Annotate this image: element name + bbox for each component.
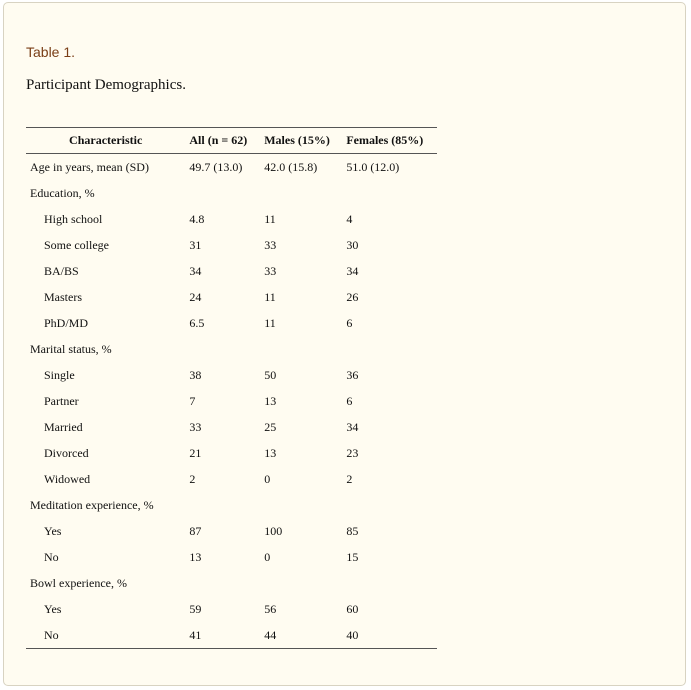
females-value: 2 xyxy=(346,471,353,486)
males-value: 56 xyxy=(264,601,277,616)
table-row xyxy=(26,622,437,649)
all-value: 21 xyxy=(189,445,202,460)
all-value xyxy=(185,180,260,206)
females-value xyxy=(342,336,437,362)
table-row xyxy=(26,336,437,362)
table-row xyxy=(26,258,437,284)
table-row xyxy=(26,388,437,414)
all-value xyxy=(185,336,260,362)
row-label: No xyxy=(26,622,185,649)
row-label: Yes xyxy=(44,601,62,616)
males-value xyxy=(260,570,342,596)
row-label: Masters xyxy=(44,289,82,304)
table-row xyxy=(26,310,437,336)
header-all: All (n = 62) xyxy=(185,128,260,154)
table-caption: Participant Demographics. xyxy=(26,77,186,93)
males-value: 11 xyxy=(264,315,276,330)
row-label: Some college xyxy=(44,237,109,252)
row-label: Partner xyxy=(44,393,79,408)
females-value: 15 xyxy=(346,549,359,564)
row-label: Education, % xyxy=(30,185,95,200)
all-value: 59 xyxy=(189,601,202,616)
row-label: PhD/MD xyxy=(44,315,89,330)
males-value: 42.0 (15.8) xyxy=(264,159,318,174)
table-row xyxy=(26,180,437,206)
table-row xyxy=(26,154,437,181)
all-value: 33 xyxy=(189,419,202,434)
males-value: 0 xyxy=(264,471,271,486)
table-row xyxy=(26,414,437,440)
males-value: 100 xyxy=(264,523,283,538)
all-value: 7 xyxy=(189,393,196,408)
males-value: 13 xyxy=(264,393,277,408)
row-label: Widowed xyxy=(44,471,91,486)
table-body xyxy=(26,154,437,649)
females-value xyxy=(342,570,437,596)
table-row xyxy=(26,466,437,492)
header-females: Females (85%) xyxy=(342,128,437,154)
males-value: 11 xyxy=(264,289,276,304)
row-label: Marital status, % xyxy=(30,341,112,356)
females-value: 6 xyxy=(346,393,353,408)
row-label: Single xyxy=(44,367,75,382)
all-value: 38 xyxy=(189,367,202,382)
all-value: 4.8 xyxy=(189,211,205,226)
all-value: 24 xyxy=(189,289,202,304)
row-label: Age in years, mean (SD) xyxy=(30,159,149,174)
row-label: High school xyxy=(44,211,103,226)
females-value: 34 xyxy=(346,419,359,434)
males-value: 33 xyxy=(264,237,277,252)
table-row xyxy=(26,492,437,518)
males-value: 13 xyxy=(264,445,277,460)
row-label: Bowl experience, % xyxy=(30,575,127,590)
males-value xyxy=(260,492,342,518)
females-value: 40 xyxy=(342,622,437,649)
females-value: 30 xyxy=(346,237,359,252)
females-value xyxy=(342,180,437,206)
all-value: 87 xyxy=(189,523,202,538)
males-value: 44 xyxy=(260,622,342,649)
row-label: Yes xyxy=(44,523,62,538)
males-value: 50 xyxy=(264,367,277,382)
all-value: 6.5 xyxy=(189,315,205,330)
females-value: 4 xyxy=(346,211,353,226)
table-row xyxy=(26,570,437,596)
table-row xyxy=(26,284,437,310)
row-label: No xyxy=(44,549,59,564)
females-value: 60 xyxy=(346,601,359,616)
row-label: Divorced xyxy=(44,445,89,460)
all-value: 34 xyxy=(189,263,202,278)
males-value: 25 xyxy=(264,419,277,434)
table-panel xyxy=(3,2,686,686)
females-value: 6 xyxy=(346,315,353,330)
females-value: 23 xyxy=(346,445,359,460)
table-row xyxy=(26,206,437,232)
males-value: 11 xyxy=(264,211,276,226)
demographics-table xyxy=(26,127,437,649)
table-row xyxy=(26,596,437,622)
all-value: 49.7 (13.0) xyxy=(189,159,243,174)
table-row xyxy=(26,544,437,570)
females-value xyxy=(342,492,437,518)
all-value: 2 xyxy=(189,471,196,486)
table-header-row xyxy=(26,128,437,154)
females-value: 34 xyxy=(346,263,359,278)
header-males: Males (15%) xyxy=(260,128,342,154)
males-value xyxy=(260,336,342,362)
row-label: BA/BS xyxy=(44,263,79,278)
all-value xyxy=(185,570,260,596)
table-row xyxy=(26,362,437,388)
all-value xyxy=(185,492,260,518)
all-value: 41 xyxy=(185,622,260,649)
females-value: 26 xyxy=(346,289,359,304)
header-characteristic: Characteristic xyxy=(26,128,185,154)
table-row xyxy=(26,518,437,544)
males-value xyxy=(260,180,342,206)
row-label: Meditation experience, % xyxy=(30,497,154,512)
row-label: Married xyxy=(44,419,83,434)
females-value: 85 xyxy=(346,523,359,538)
females-value: 36 xyxy=(346,367,359,382)
all-value: 13 xyxy=(189,549,202,564)
males-value: 0 xyxy=(264,549,271,564)
females-value: 51.0 (12.0) xyxy=(346,159,400,174)
table-label: Table 1. xyxy=(26,44,76,60)
table-row xyxy=(26,440,437,466)
all-value: 31 xyxy=(189,237,202,252)
table-row xyxy=(26,232,437,258)
males-value: 33 xyxy=(264,263,277,278)
